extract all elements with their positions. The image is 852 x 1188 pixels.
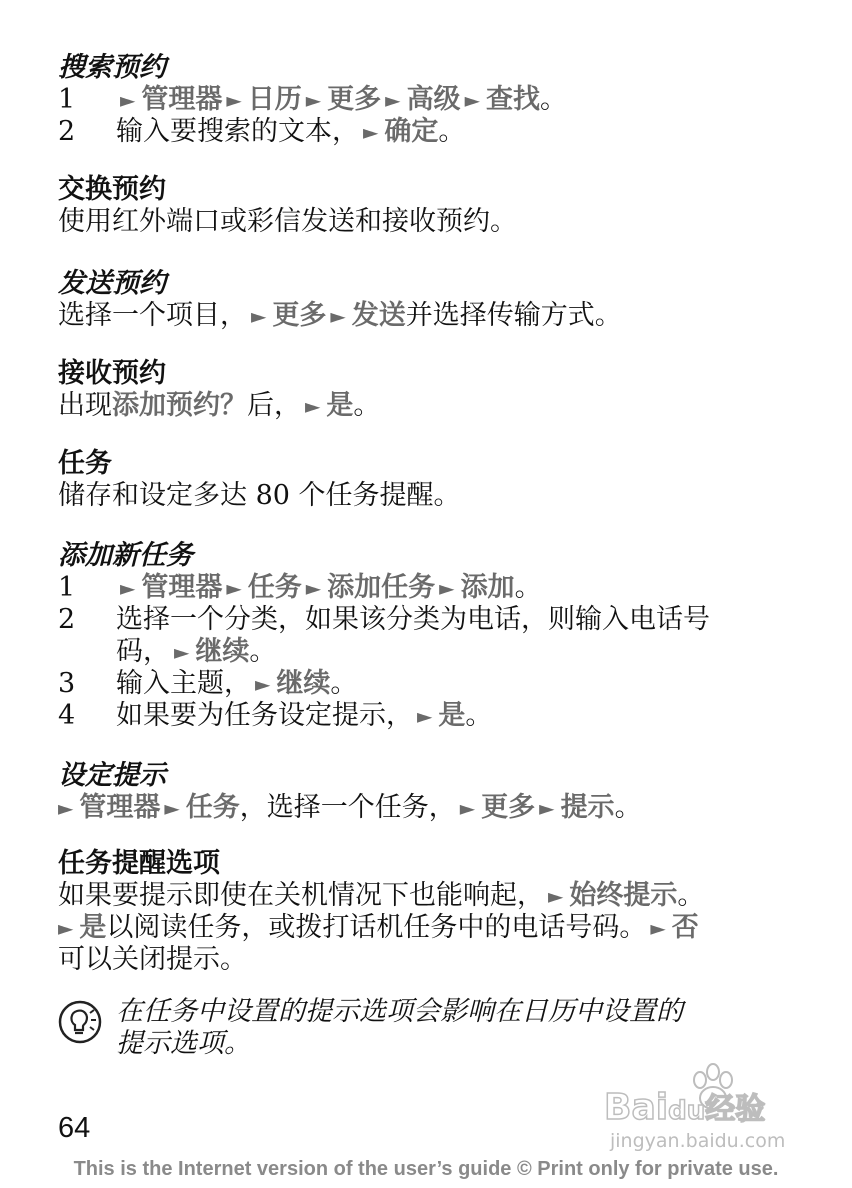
- step-4: [58, 700, 798, 732]
- step-text: 输入要搜索的文本，: [116, 116, 359, 147]
- arrow-right-icon: ►: [226, 576, 242, 600]
- baidu-jingyan-watermark: [600, 1058, 810, 1158]
- body-line-3: 可以关闭提示。: [58, 944, 247, 975]
- arrow-right-icon: ►: [305, 576, 322, 600]
- section-title: 发送预约: [58, 268, 166, 299]
- watermark-brand-text: Bai: [604, 1087, 669, 1128]
- section-title: 任务提醒选项: [58, 848, 220, 879]
- lightbulb-tip-icon: [58, 1000, 102, 1044]
- step-text: 如果要为任务设定提示，: [116, 700, 413, 731]
- step-number: 2: [58, 604, 76, 635]
- punct: 。: [514, 572, 542, 603]
- punct: 。: [465, 700, 493, 731]
- arrow-right-icon: ►: [255, 672, 271, 696]
- arrow-right-icon: ►: [226, 88, 242, 112]
- menu-item: 否: [671, 912, 699, 943]
- section-title: 添加新任务: [58, 540, 193, 571]
- body-text: 出现: [58, 390, 112, 421]
- body-text: ，选择一个任务，: [239, 792, 456, 823]
- step-text: 输入主题，: [116, 668, 251, 699]
- punct: 。: [353, 390, 381, 421]
- watermark-suffix: 经验: [705, 1092, 766, 1127]
- menu-item: 管理器: [79, 792, 161, 823]
- body-line-2: [58, 912, 798, 944]
- punct: 。: [614, 792, 642, 823]
- step-3: [58, 668, 798, 700]
- body-text: 以阅读任务，或拨打话机任务中的电话号码。: [106, 912, 647, 943]
- menu-item: 高级: [406, 84, 461, 115]
- step-text: 码，: [116, 636, 170, 667]
- tip-text: [116, 996, 798, 1060]
- step-2: [58, 116, 798, 148]
- menu-item: 添加任务: [327, 572, 436, 603]
- arrow-right-icon: ►: [330, 304, 346, 328]
- section-task-reminder-options: [58, 848, 798, 976]
- section-title: 任务: [58, 448, 112, 479]
- arrow-right-icon: ►: [464, 88, 480, 112]
- arrow-right-icon: ►: [174, 640, 190, 664]
- body-text: 选择一个项目，: [58, 300, 247, 331]
- arrow-right-icon: ►: [251, 304, 267, 328]
- body-text: 如果要提示即使在关机情况下也能响起，: [58, 880, 544, 911]
- step-number: 3: [58, 668, 76, 699]
- punct: 。: [438, 116, 466, 147]
- tip-line: 在任务中设置的提示选项会影响在日历中设置的: [116, 996, 683, 1027]
- arrow-right-icon: ►: [548, 884, 564, 908]
- section-body: 储存和设定多达 80 个任务提醒。: [58, 480, 461, 511]
- menu-item: 更多: [481, 792, 536, 823]
- tip-line: 提示选项。: [116, 1028, 251, 1059]
- menu-item: 继续: [195, 636, 250, 667]
- menu-item: 是: [438, 700, 466, 731]
- arrow-right-icon: ►: [385, 88, 401, 112]
- step-number: 1: [58, 572, 76, 603]
- section-title: 设定提示: [58, 760, 166, 791]
- menu-item: 始终提示: [569, 880, 678, 911]
- arrow-right-icon: ►: [305, 88, 322, 112]
- menu-item: 管理器: [141, 572, 223, 603]
- step-number: 4: [58, 700, 76, 731]
- menu-item: 管理器: [141, 84, 223, 115]
- arrow-right-icon: ►: [120, 88, 136, 112]
- punct: 。: [330, 668, 358, 699]
- section-search-appointment: [58, 52, 798, 148]
- tip-box: [58, 996, 798, 1060]
- page-number: 64: [58, 1112, 91, 1144]
- section-add-new-task: [58, 540, 798, 732]
- arrow-right-icon: ►: [305, 394, 321, 418]
- section-title: 搜索预约: [58, 52, 166, 83]
- body-line-1: [58, 880, 798, 912]
- body-text: 并选择传输方式。: [405, 300, 622, 331]
- step-number: 1: [58, 84, 76, 115]
- menu-item: 任务: [247, 572, 302, 603]
- body-text: 后，: [247, 390, 301, 421]
- menu-item: 任务: [185, 792, 240, 823]
- step-1: [58, 572, 798, 604]
- menu-item: 更多: [327, 84, 382, 115]
- watermark-brand: [604, 1084, 765, 1128]
- arrow-right-icon: ►: [363, 120, 379, 144]
- menu-item: 确定: [384, 116, 439, 147]
- arrow-right-icon: ►: [164, 796, 180, 820]
- menu-item: 更多: [272, 300, 327, 331]
- step-1: [58, 84, 798, 116]
- arrow-right-icon: ►: [417, 704, 433, 728]
- section-body: 使用红外端口或彩信发送和接收预约。: [58, 206, 517, 237]
- prompt-text: 添加预约？: [112, 390, 247, 421]
- section-tasks: [58, 448, 798, 512]
- menu-item: 查找: [485, 84, 540, 115]
- arrow-right-icon: ►: [120, 576, 136, 600]
- arrow-right-icon: ►: [539, 796, 555, 820]
- step-2: [58, 604, 798, 668]
- arrow-right-icon: ►: [459, 796, 476, 820]
- watermark-url: jingyan.baidu.com: [610, 1130, 786, 1152]
- menu-item: 添加: [460, 572, 515, 603]
- arrow-right-icon: ►: [58, 916, 74, 940]
- section-receive-appointment: [58, 358, 798, 422]
- watermark-paw-text: du: [668, 1096, 706, 1126]
- section-set-reminder: [58, 760, 798, 824]
- arrow-right-icon: ►: [650, 916, 666, 940]
- arrow-right-icon: ►: [439, 576, 455, 600]
- punct: 。: [539, 84, 567, 115]
- section-body: [58, 300, 798, 332]
- section-send-appointment: [58, 268, 798, 332]
- menu-item: 是: [79, 912, 107, 943]
- arrow-right-icon: ►: [58, 796, 74, 820]
- step-number: 2: [58, 116, 76, 147]
- menu-item: 提示: [560, 792, 615, 823]
- section-title: 接收预约: [58, 358, 166, 389]
- section-body: [58, 792, 798, 824]
- menu-item: 是: [326, 390, 354, 421]
- footer-notice: This is the Internet version of the user’s guide © Print only for private use.: [73, 1158, 779, 1180]
- section-title: 交换预约: [58, 174, 166, 205]
- punct: 。: [677, 880, 705, 911]
- punct: 。: [249, 636, 277, 667]
- section-exchange-appointment: [58, 174, 798, 238]
- step-text: 选择一个分类，如果该分类为电话，则输入电话号: [116, 604, 710, 635]
- menu-item: 日历: [247, 84, 302, 115]
- menu-item: 继续: [276, 668, 331, 699]
- menu-item: 发送: [351, 300, 406, 331]
- section-body: [58, 390, 798, 422]
